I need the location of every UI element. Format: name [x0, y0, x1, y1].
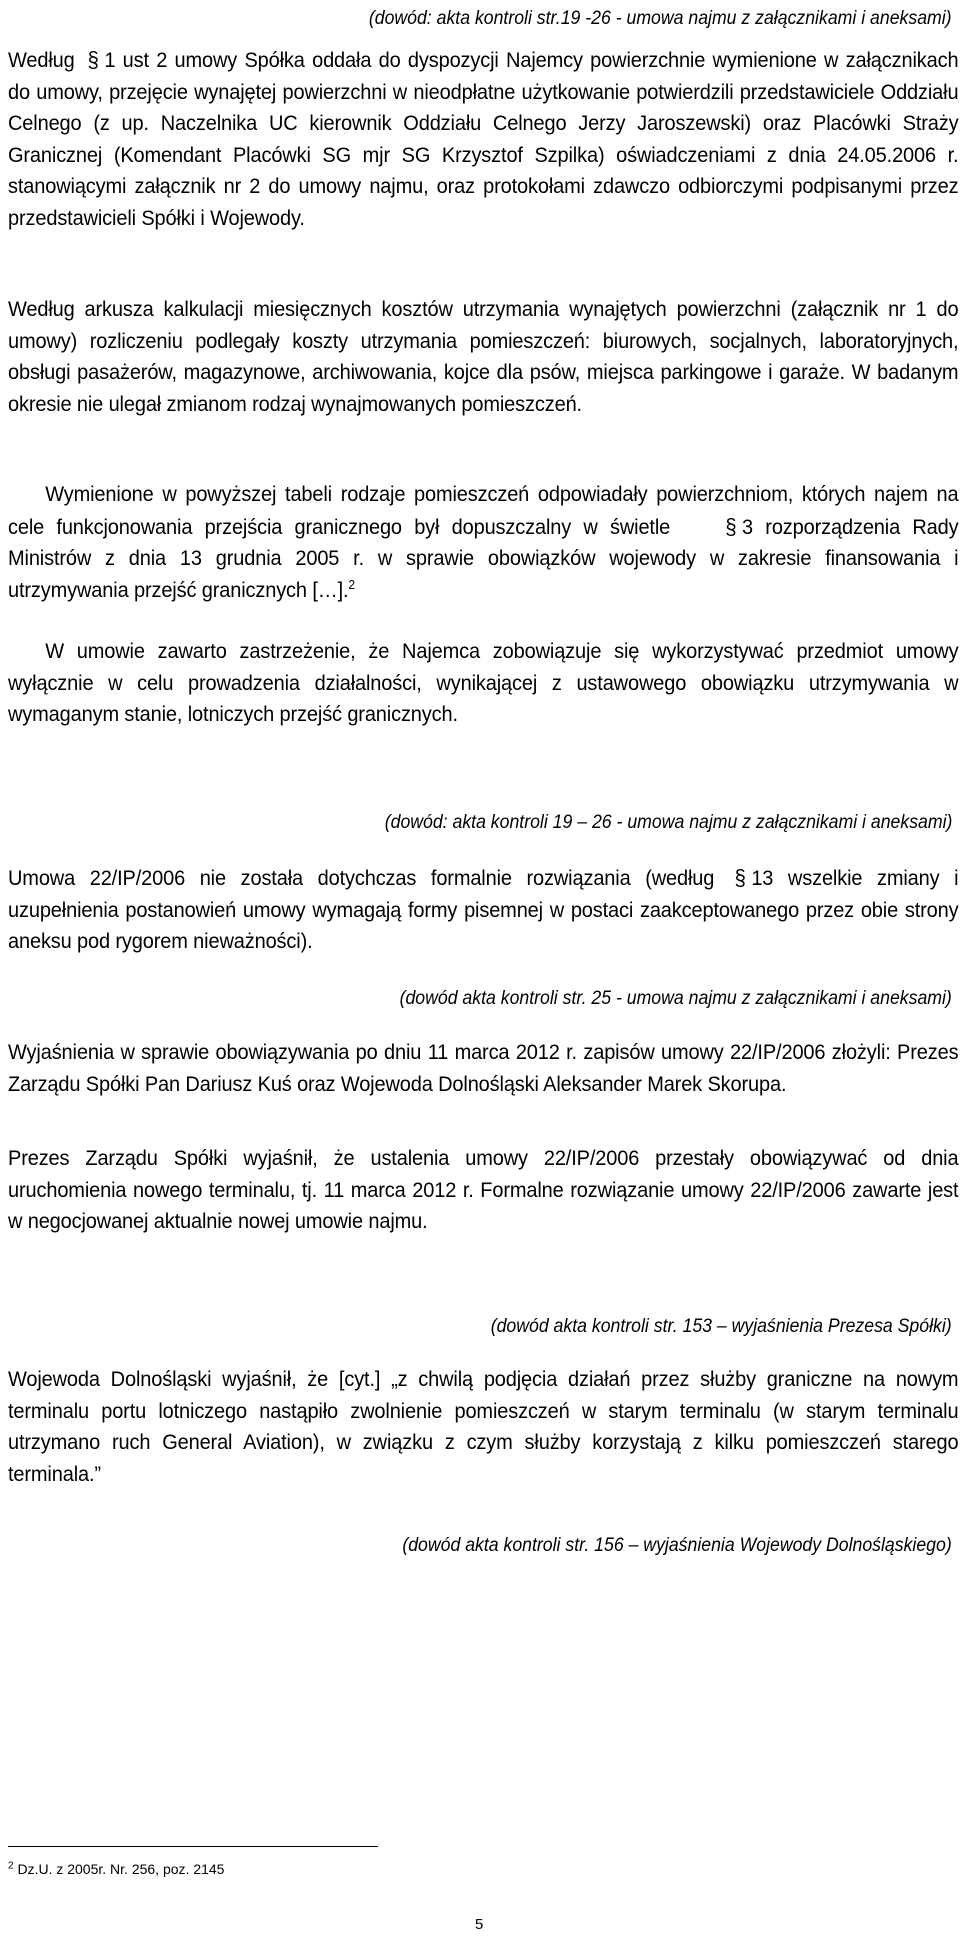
paragraph-8-text: Wojewoda Dolnośląski wyjaśnił, że [cyt.] „z chwilą podjęcia działań przez służby graniczne na nowym terminalu portu lotniczego nastąpiło zwolnienie pomieszczeń w starym terminalu (w starym terminalu utrzymano ruch General Aviation), w związku z czym służby korzystają z kilku pomieszczeń starego terminala.” [8, 1367, 959, 1486]
evidence-note-2: (dowód akta kontroli str. 25 - umowa najmu z załącznikami i aneksami) [399, 988, 952, 1009]
paragraph-2-text: Według arkusza kalkulacji miesięcznych kosztów utrzymania wynajętych powierzchni (załącznik nr 1 do umowy) rozliczeniu podlegały koszty utrzymania pomieszczeń: biurowych, socjalnych, laboratoryjnych, obsługi pasażerów, magazynowe, archiwowania, kojce dla psów, miejsca parkingowe i garaże. W badanym okresie nie ulegał zmianom rodzaj wynajmowanych pomieszczeń. [8, 297, 959, 416]
paragraph-1-text: 1 ust 2 umowy Spółka oddała do dyspozycji Najemcy powierzchnie wymienione w załącznikach do umowy, przejęcie wynajętej powierzchni w nieodpłatne użytkowanie potwierdzili przedstawiciele Oddziału Celnego (z up. Naczelnika UC kierownik Oddziału Celnego Jerzy Jaroszewski) oraz Placówki Straży Granicznej (Komendant Placówki SG mjr SG Krzysztof Szpilka) oświadczeniami z dnia 24.05.2006 r. stanowiącymi załącznik nr 2 do umowy najmu, oraz protokołami zdawczo odbiorczymi podpisanymi przez przedstawicieli Spółki i Wojewody. [8, 48, 959, 230]
paragraph-5-lead: Umowa 22/IP/2006 nie została dotychczas formalnie rozwiązania (według [8, 866, 729, 890]
page-number: 5 [475, 1916, 484, 1933]
paragraph-6-text: Wyjaśnienia w sprawie obowiązywania po dniu 11 marca 2012 r. zapisów umowy 22/IP/2006 złożyli: Prezes Zarządu Spółki Pan Dariusz Kuś oraz Wojewoda Dolnośląski Aleksander Marek Skorupa. [8, 1040, 959, 1096]
paragraph-3 [8, 479, 958, 606]
footnote-text: Dz.U. z 2005r. Nr. 256, poz. 2145 [13, 1861, 225, 1877]
footnote-reference: 2 [348, 576, 356, 592]
section-sign: § [725, 513, 737, 539]
footnote-separator [8, 1846, 378, 1847]
paragraph-4 [8, 636, 958, 731]
paragraph-8 [8, 1364, 958, 1490]
paragraph-7-text: Prezes Zarządu Spółki wyjaśnił, że ustalenia umowy 22/IP/2006 przestały obowiązywać od dnia uruchomienia nowego terminalu, tj. 11 marca 2012 r. Formalne rozwiązanie umowy 22/IP/2006 zawarte jest w negocjowanej aktualnie nowej umowie najmu. [8, 1146, 959, 1233]
section-sign: § [734, 865, 746, 890]
evidence-note-4: (dowód akta kontroli str. 156 – wyjaśnienia Wojewody Dolnośląskiego) [402, 1535, 952, 1556]
footnote-number: 2 [8, 1860, 14, 1872]
paragraph-7 [8, 1143, 958, 1238]
paragraph-6 [8, 1037, 958, 1100]
paragraph-1-lead: Według [8, 48, 82, 72]
evidence-note-1: (dowód: akta kontroli 19 – 26 - umowa najmu z załącznikami i aneksami) [384, 812, 952, 833]
paragraph-3-lead: Wymienione w powyższej tabeli rodzaje pomieszczeń odpowiadały powierzchniom, których najem na cele funkcjonowania przejścia granicznego był dopuszczalny w świetle [8, 482, 959, 539]
section-sign: § [87, 47, 99, 72]
paragraph-2 [8, 294, 958, 420]
paragraph-1 [8, 44, 958, 234]
paragraph-5-text: 13 wszelkie zmiany i uzupełnienia postanowień umowy wymagają formy pisemnej w postaci zaakceptowanego przez obie strony aneksu pod rygorem nieważności). [8, 866, 959, 953]
paragraph-4-text: W umowie zawarto zastrzeżenie, że Najemca zobowiązuje się wykorzystywać przedmiot umowy wyłącznie w celu prowadzenia działalności, wynikającej z ustawowego obowiązku utrzymywania w wymaganym stanie, lotniczych przejść granicznych. [8, 639, 959, 726]
paragraph-5 [8, 862, 958, 958]
evidence-note-top: (dowód: akta kontroli str.19 -26 - umowa najmu z załącznikami i aneksami) [369, 8, 952, 29]
evidence-note-3: (dowód akta kontroli str. 153 – wyjaśnienia Prezesa Spółki) [491, 1316, 952, 1337]
paragraph-3-text: 3 rozporządzenia Rady Ministrów z dnia 13 grudnia 2005 r. w sprawie obowiązków wojewody w zakresie finansowania i utrzymywania przejść granicznych […]. [8, 514, 959, 602]
footnote [8, 1860, 224, 1878]
